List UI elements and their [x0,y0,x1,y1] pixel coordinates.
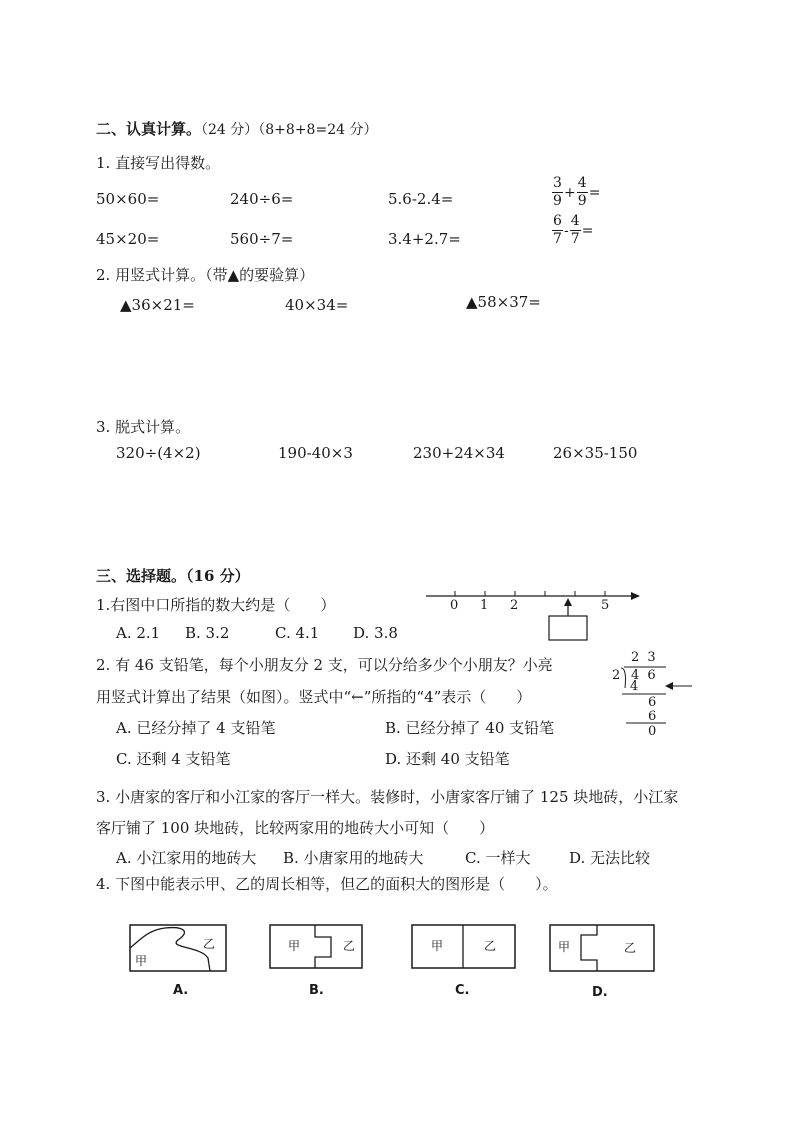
q1-item-3: 5.6-2.4= [388,190,454,208]
figure-a [130,925,226,971]
division-remainder: 0 [648,724,657,739]
numerator: 4 [577,175,587,191]
equals: = [581,222,594,239]
operator: - [564,222,569,239]
figure-d [550,925,654,971]
q3-item-2: 190-40×3 [278,444,353,462]
division-dividend: 4 6 [631,668,658,683]
s3-q1-option-b: B. 3.2 [185,624,230,642]
figure-d-label: D. [592,985,608,1000]
numerator: 4 [570,213,580,229]
section2-heading: 二、认真计算。 [96,120,202,138]
figure-b [270,925,362,968]
s3-q4-text: 4. 下图中能表示甲、乙的周长相等，但乙的面积大的图形是（ ）。 [96,875,558,893]
q2-title: 2. 用竖式计算。（带▲的要验算） [96,266,315,284]
fig-b-yi: 乙 [343,939,356,953]
q1-title: 1. 直接写出得数。 [96,154,221,172]
q3-item-1: 320÷(4×2) [116,444,201,462]
s3-q3-line2: 客厅铺了 100 块地砖，比较两家用的地砖大小可知（ ） [96,819,495,837]
number-line-label-5: 5 [601,598,610,613]
fig-c-jia: 甲 [431,939,444,953]
number-line-label-0: 0 [450,598,459,613]
s3-q2-option-b: B. 已经分掉了 40 支铅笔 [385,719,555,737]
figure-c [412,925,515,968]
operator: + [564,184,576,201]
s3-q2-option-a: A. 已经分掉了 4 支铅笔 [116,719,276,737]
denominator: 9 [553,193,562,209]
fig-a-jia: 甲 [135,954,148,968]
number-line-label-2: 2 [510,598,519,613]
division-step-1: 4 [630,679,639,694]
q3-item-4: 26×35-150 [553,444,638,462]
s3-q1-option-c: C. 4.1 [275,624,320,642]
q1-item-6: 3.4+2.7= [388,230,461,248]
numerator: 6 [553,213,562,229]
s3-q3-option-c: C. 一样大 [465,849,531,867]
section3-title: 三、选择题。（16 分） [96,567,250,585]
denominator: 7 [553,231,562,247]
section2-score: （24 分）（8+8+8=24 分） [201,122,378,138]
fig-d-yi: 乙 [624,941,637,955]
s3-q1-option-a: A. 2.1 [116,624,161,642]
q2-item-2: 40×34= [285,296,349,314]
figure-c-label: C. [455,983,470,998]
number-line-label-1: 1 [480,598,489,613]
q1-item-4: 45×20= [96,230,160,248]
s3-q3-line1: 3. 小唐家的客厅和小江家的客厅一样大。装修时，小唐家客厅铺了 125 块地砖，小江家 [96,788,679,806]
q3-title: 3. 脱式计算。 [96,418,191,436]
s3-q1-option-d: D. 3.8 [353,624,398,642]
fig-b-jia: 甲 [288,939,301,953]
fig-c-yi: 乙 [484,939,497,953]
fig-a-yi: 乙 [203,937,216,951]
s3-q2-option-d: D. 还剩 40 支铅笔 [385,750,510,768]
s3-q3-option-b: B. 小唐家用的地砖大 [283,849,424,867]
equals: = [588,184,601,201]
q1-item-2: 240÷6= [230,190,294,208]
fig-d-jia: 甲 [558,940,571,954]
division-step-2: 6 [648,695,657,710]
numerator: 3 [553,175,562,191]
figure-a-label: A. [173,983,189,998]
q2-item-1: ▲36×21= [120,296,195,314]
s3-q2-option-c: C. 还剩 4 支铅笔 [116,750,231,768]
s3-q3-option-a: A. 小江家用的地砖大 [116,849,257,867]
q2-item-3: ▲58×37= [466,293,541,311]
s3-q2-line1: 2. 有 46 支铅笔，每个小朋友分 2 支，可以分给多少个小朋友？小亮 [96,656,553,674]
s3-q3-option-d: D. 无法比较 [569,849,651,867]
s3-q2-line2: 用竖式计算出了结果（如图）。竖式中“←”所指的“4”表示（ ） [96,688,532,706]
figure-b-label: B. [309,983,324,998]
s3-q1-text: 1.右图中口所指的数大约是（ ） [96,596,336,614]
division-quotient: 2 3 [631,650,658,665]
denominator: 9 [577,193,587,209]
q1-item-1: 50×60= [96,190,160,208]
q1-item-5: 560÷7= [230,230,294,248]
denominator: 7 [570,231,580,247]
division-step-3: 6 [648,709,657,724]
q3-item-3: 230+24×34 [413,444,505,462]
division-divisor: 2 [612,668,621,683]
